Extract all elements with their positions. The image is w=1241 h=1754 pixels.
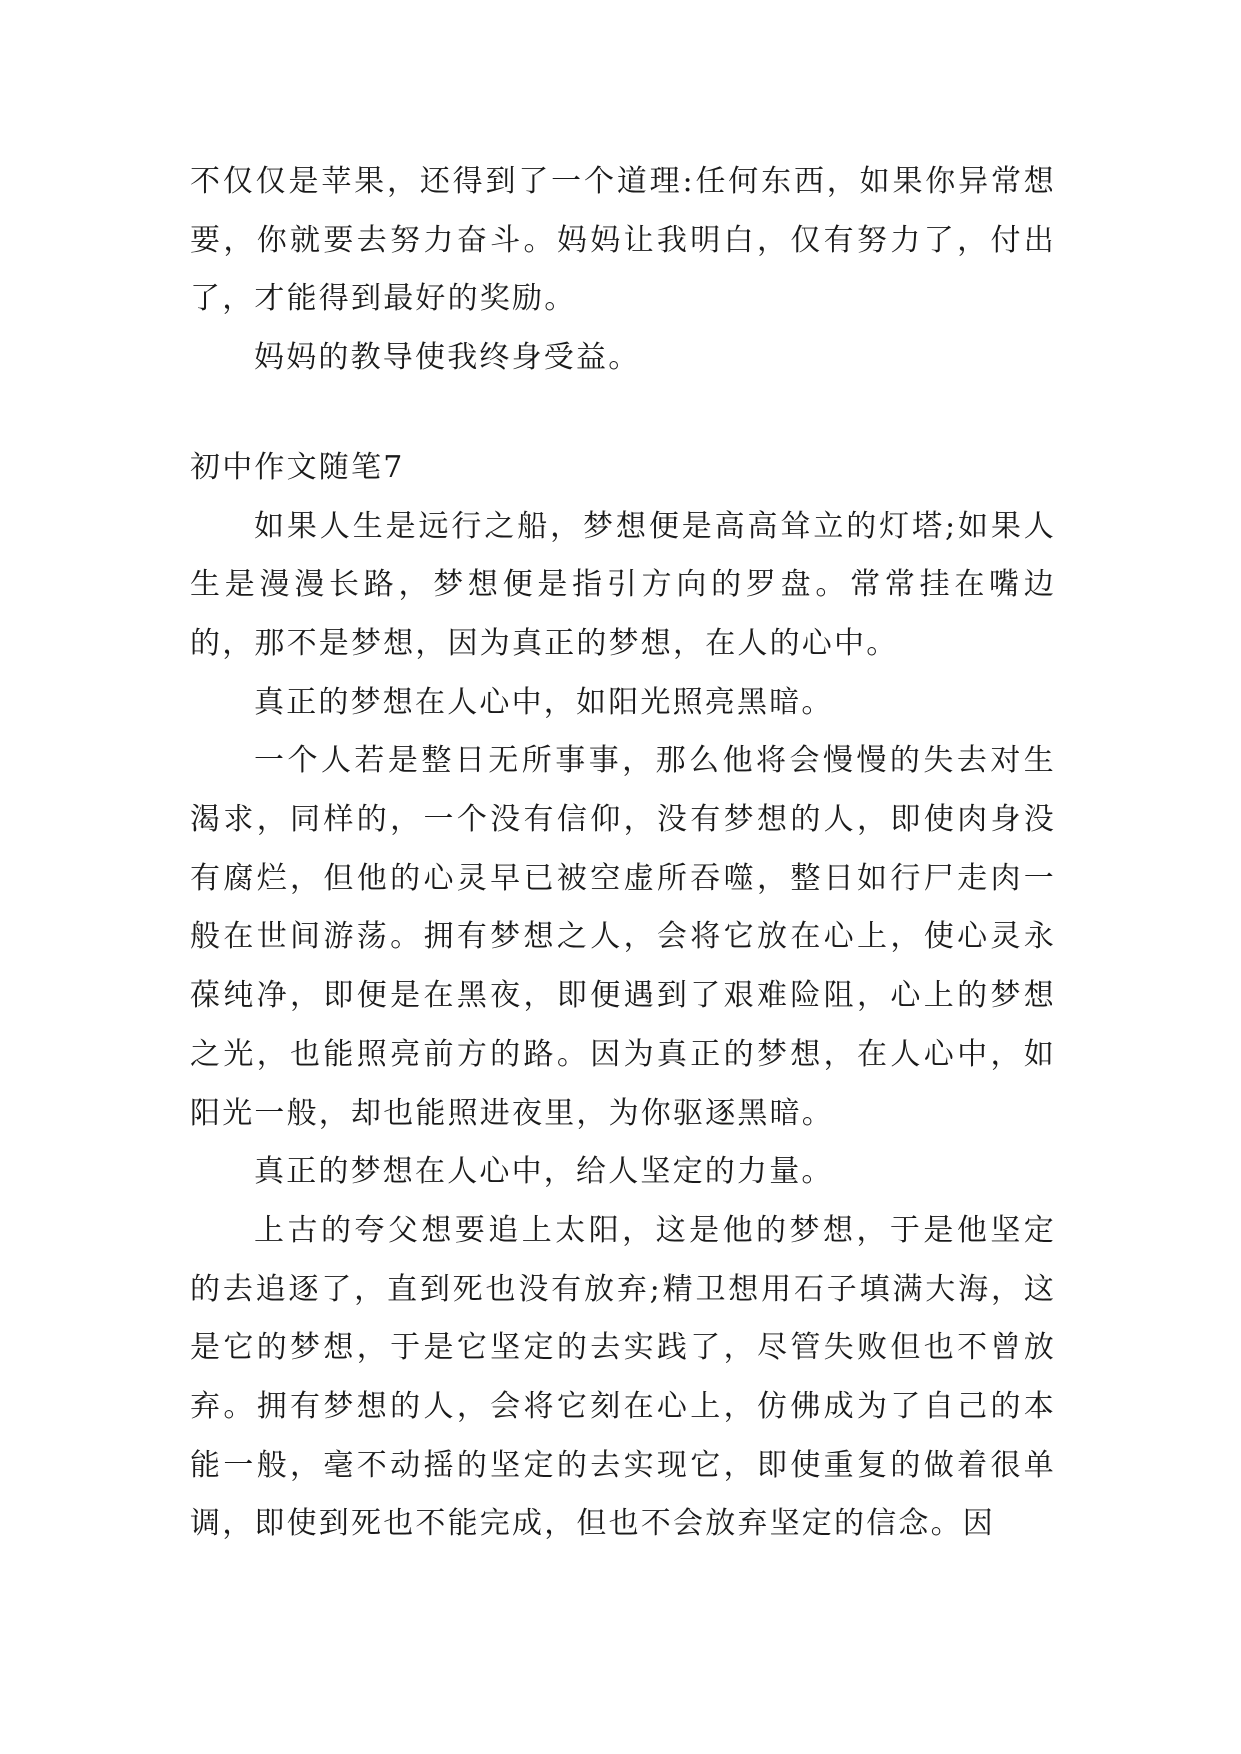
paragraph-2: 真正的梦想在人心中，如阳光照亮黑暗。 [254,684,834,720]
paragraph-3: 一个人若是整日无所事事，那么他将会慢慢的失去对生渴求，同样的，一个没有信仰，没有梦想的人，即使肉身没有腐烂，但他的心灵早已被空虚所吞噬，整日如行尸走肉一般在世间游荡。拥有梦想之人，会将它放在心上，使心灵永葆纯净，即便是在黑夜，即便遇到了艰难险阻，心上的梦想之光，也能照亮前方的路。因为真正的梦想，在人心中，如阳光一般，却也能照进夜里，为你驱逐黑暗。 [190,743,1056,1131]
intro-paragraph: 不仅仅是苹果，还得到了一个道理:任何东西，如果你异常想要，你就要去努力奋斗。妈妈让我明白，仅有努力了，付出了，才能得到最好的奖励。 [190,164,1056,317]
paragraph-4: 真正的梦想在人心中，给人坚定的力量。 [254,1154,834,1190]
closing-line: 妈妈的教导使我终身受益。 [254,340,641,376]
section-title: 初中作文随笔7 [190,449,405,485]
document-body [190,153,1056,1554]
paragraph-5: 上古的夸父想要追上太阳，这是他的梦想，于是他坚定的去追逐了，直到死也没有放弃;精卫想用石子填满大海，这是它的梦想，于是它坚定的去实践了，尽管失败但也不曾放弃。拥有梦想的人，会将它刻在心上，仿佛成为了自己的本能一般，毫不动摇的坚定的去实现它，即使重复的做着很单调，即使到死也不能完成，但也不会放弃坚定的信念。因 [190,1212,1056,1542]
paragraph-1: 如果人生是远行之船，梦想便是高高耸立的灯塔;如果人生是漫漫长路，梦想便是指引方向的罗盘。常常挂在嘴边的，那不是梦想，因为真正的梦想，在人的心中。 [190,508,1056,661]
